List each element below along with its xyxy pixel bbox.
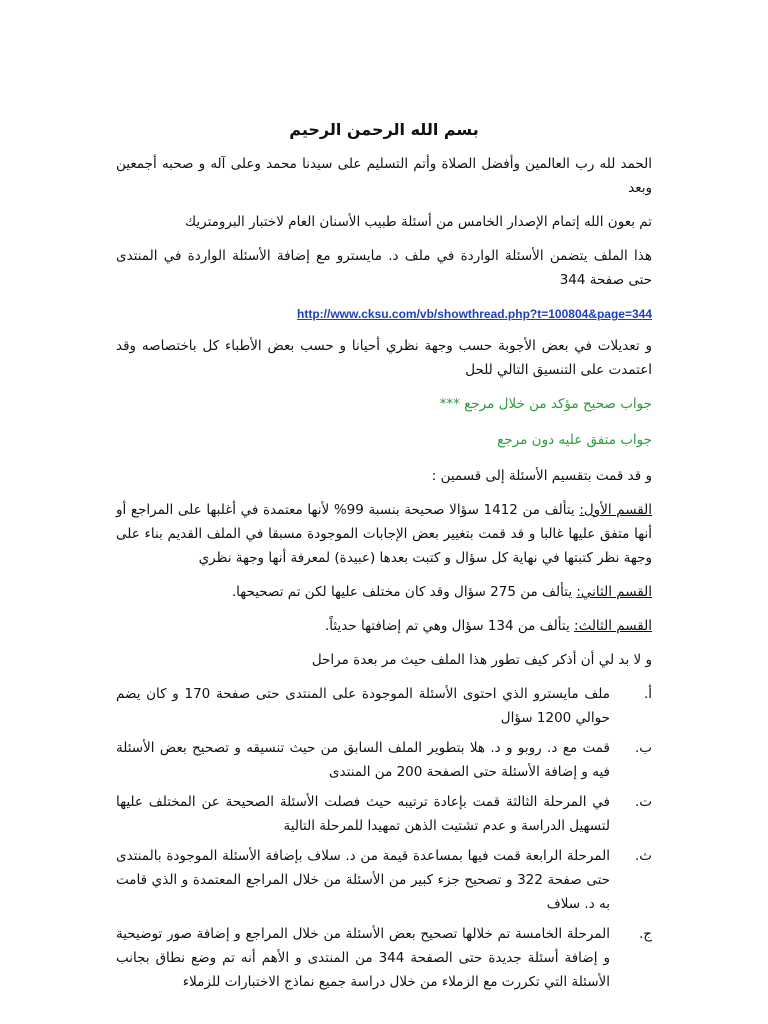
list-item bbox=[116, 736, 652, 784]
list-item bbox=[116, 790, 652, 838]
forum-thread-link[interactable]: http://www.cksu.com/vb/showthread.php?t=100804&page=344 bbox=[297, 307, 652, 321]
document-title: بسم الله الرحمن الرحيم bbox=[289, 120, 479, 139]
section-two bbox=[116, 580, 652, 604]
release-paragraph: تم بعون الله إتمام الإصدار الخامس من أسئلة طبيب الأسنان العام لاختبار البرومتريك bbox=[185, 214, 652, 230]
list-marker: ت. bbox=[634, 794, 652, 810]
section-one bbox=[116, 498, 652, 570]
sections-intro: و قد قمت بتقسيم الأسئلة إلى قسمين : bbox=[431, 468, 652, 484]
list-item-text: المرحلة الرابعة قمت فيها بمساعدة قيمة من د. سلاف بإضافة الأسئلة الموجودة بالمنتدى حتى صفحة 322 و تصحيح جزء كبير من الأسئلة من خلال المراجع المعتمدة و الذي قامت به د. سلاف bbox=[116, 848, 610, 912]
list-item bbox=[116, 844, 652, 916]
section-three-label: القسم الثالث: bbox=[574, 618, 652, 634]
list-marker: ب. bbox=[634, 740, 652, 756]
list-marker: ث. bbox=[634, 848, 652, 864]
section-two-label: القسم الثاني: bbox=[576, 584, 652, 600]
stages-intro: و لا بد لي أن أذكر كيف تطور هذا الملف حيث مر بعدة مراحل bbox=[311, 652, 652, 668]
list-item-text: المرحلة الخامسة تم خلالها تصحيح بعض الأسئلة من خلال المراجع و إضافة صور توضيحية و إضافة أسئلة جديدة حتى الصفحة 344 من المنتدى و الأهم أنه تم وضع نطاق بجانب الأسئلة التي تكررت مع الزملاء من خلال دراسة جميع نماذج الاختبارات للزملاء bbox=[116, 926, 610, 990]
legend-agreed-answer: جواب متفق عليه دون مرجع bbox=[497, 432, 652, 448]
section-two-text: يتألف من 275 سؤال وقد كان مختلف عليها لكن تم تصحيحها. bbox=[231, 584, 577, 600]
list-marker: أ. bbox=[643, 686, 652, 702]
section-one-text: يتألف من 1412 سؤالا صحيحة بنسبة 99% لأنها معتمدة في أغلبها على المراجع أو أنها متفق عليها غالبا و قد قمت بتغيير بعض الإجابات الموجودة مسبقا في الملف القديم بناء على وجهة نظر كتبتها في نهاية كل سؤال و كتبت بعدها (عبيدة) لمعرفة أنها وجهة نظري bbox=[116, 502, 652, 566]
list-item-text: قمت مع د. روبو و د. هلا بتطوير الملف السابق من حيث تنسيقه و تصحيح بعض الأسئلة فيه و إضافة الأسئلة حتى الصفحة 200 من المنتدى bbox=[116, 740, 610, 780]
list-item-text: في المرحلة الثالثة قمت بإعادة ترتيبه حيث فصلت الأسئلة الصحيحة عن المختلف عليها لتسهيل الدراسة و عدم تشتيت الذهن تمهيدا للمرحلة التالية bbox=[116, 794, 610, 834]
section-three bbox=[116, 614, 652, 638]
edits-paragraph: و تعديلات في بعض الأجوبة حسب وجهة نظري أحيانا و حسب بعض الأطباء كل باختصاصه وقد اعتمدت على التنسيق التالي للحل bbox=[116, 338, 652, 378]
stages-list bbox=[116, 682, 652, 994]
list-item bbox=[116, 682, 652, 730]
praise-paragraph: الحمد لله رب العالمين وأفضل الصلاة وأتم التسليم على سيدنا محمد وعلى آله و صحبه أجمعين وبعد bbox=[116, 156, 652, 196]
contents-paragraph: هذا الملف يتضمن الأسئلة الواردة في ملف د. مايسترو مع إضافة الأسئلة الواردة في المنتدى حتى صفحة 344 bbox=[116, 248, 652, 288]
list-item bbox=[116, 922, 652, 994]
document-body bbox=[116, 118, 652, 1000]
legend-confirmed-answer: جواب صحيح مؤكد من خلال مرجع *** bbox=[439, 396, 652, 412]
section-three-text: يتألف من 134 سؤال وهي تم إضافتها حديثاً. bbox=[325, 618, 575, 634]
section-one-label: القسم الأول: bbox=[579, 502, 652, 518]
list-item-text: ملف مايسترو الذي احتوى الأسئلة الموجودة على المنتدى حتى صفحة 170 و كان يضم حوالي 1200 سؤال bbox=[116, 686, 610, 726]
list-marker: ج. bbox=[638, 926, 652, 942]
